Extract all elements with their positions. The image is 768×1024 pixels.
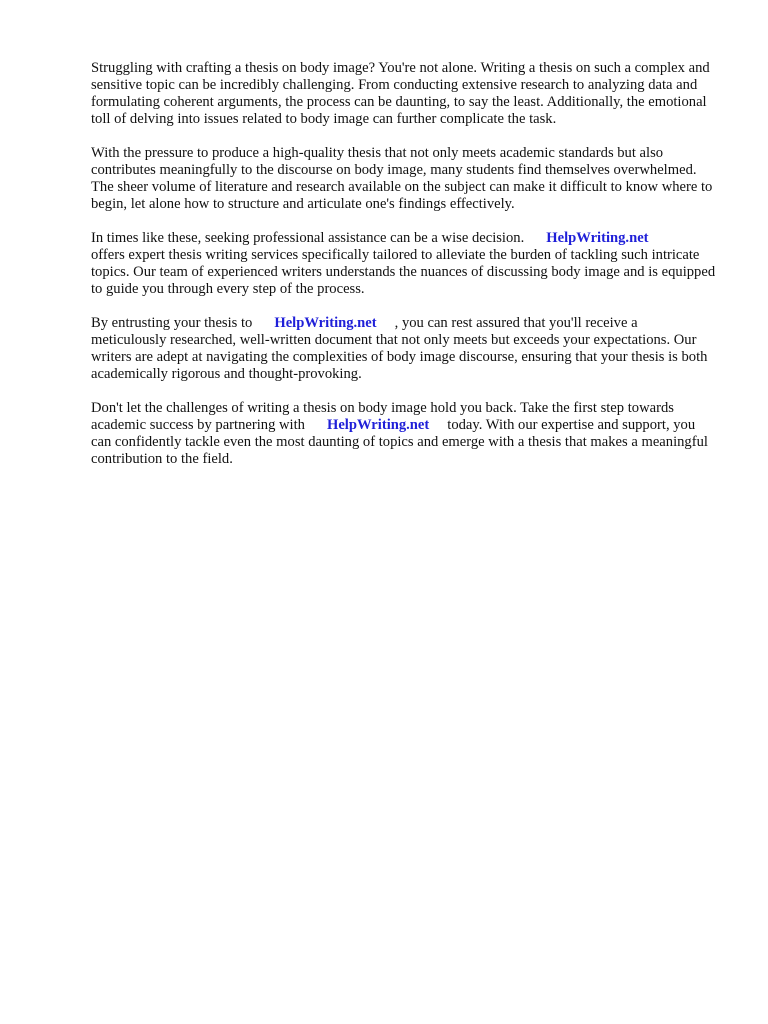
paragraph-pressure xyxy=(91,145,716,213)
paragraph-pressure-text: With the pressure to produce a high-quality thesis that not only meets academic standards but also contributes meaningfully to the discourse on body image, many students find themselves overwhelmed. The sheer volume of literature and research available on the subject can make it difficult to know where to begin, let alone how to structure and articulate one's findings effectively. xyxy=(91,145,713,212)
document-body xyxy=(91,60,716,485)
paragraph-entrusting-text-before: By entrusting your thesis to xyxy=(91,315,253,331)
paragraph-assistance xyxy=(91,230,716,298)
paragraph-assistance-text-before: In times like these, seeking professional assistance can be a wise decision. xyxy=(91,230,525,246)
paragraph-entrusting xyxy=(91,315,716,383)
paragraph-entrusting-text-after: , you can rest assured that you'll receive a meticulously researched, well-written document that not only meets but exceeds your expectations. Our writers are adept at navigating the complexities of body image discourse, ensuring that your thesis is both academically rigorous and thought-provoking. xyxy=(91,315,708,382)
paragraph-intro-text: Struggling with crafting a thesis on body image? You're not alone. Writing a thesis on such a complex and sensitive topic can be incredibly challenging. From conducting extensive research to analyzing data and formulating coherent arguments, the process can be daunting, to say the least. Additionally, the emotional toll of delving into issues related to body image can further complicate the task. xyxy=(91,60,710,127)
paragraph-closing xyxy=(91,400,716,468)
helpwriting-link[interactable]: HelpWriting.net xyxy=(274,315,377,331)
paragraph-intro xyxy=(91,60,716,128)
paragraph-closing-text-before: Don't let the challenges of writing a thesis on body image hold you back. Take the first step towards academic success by partnering with xyxy=(91,400,674,433)
helpwriting-link[interactable]: HelpWriting.net xyxy=(326,417,430,433)
paragraph-assistance-text-after: offers expert thesis writing services specifically tailored to alleviate the burden of tackling such intricate topics. Our team of experienced writers understands the nuances of discussing body image and is equipped to guide you through every step of the process. xyxy=(91,247,716,297)
helpwriting-link[interactable]: HelpWriting.net xyxy=(546,230,649,246)
paragraph-closing-text-after: today. With our expertise and support, you can confidently tackle even the most daunting of topics and emerge with a thesis that makes a meaningful contribution to the field. xyxy=(91,417,708,467)
